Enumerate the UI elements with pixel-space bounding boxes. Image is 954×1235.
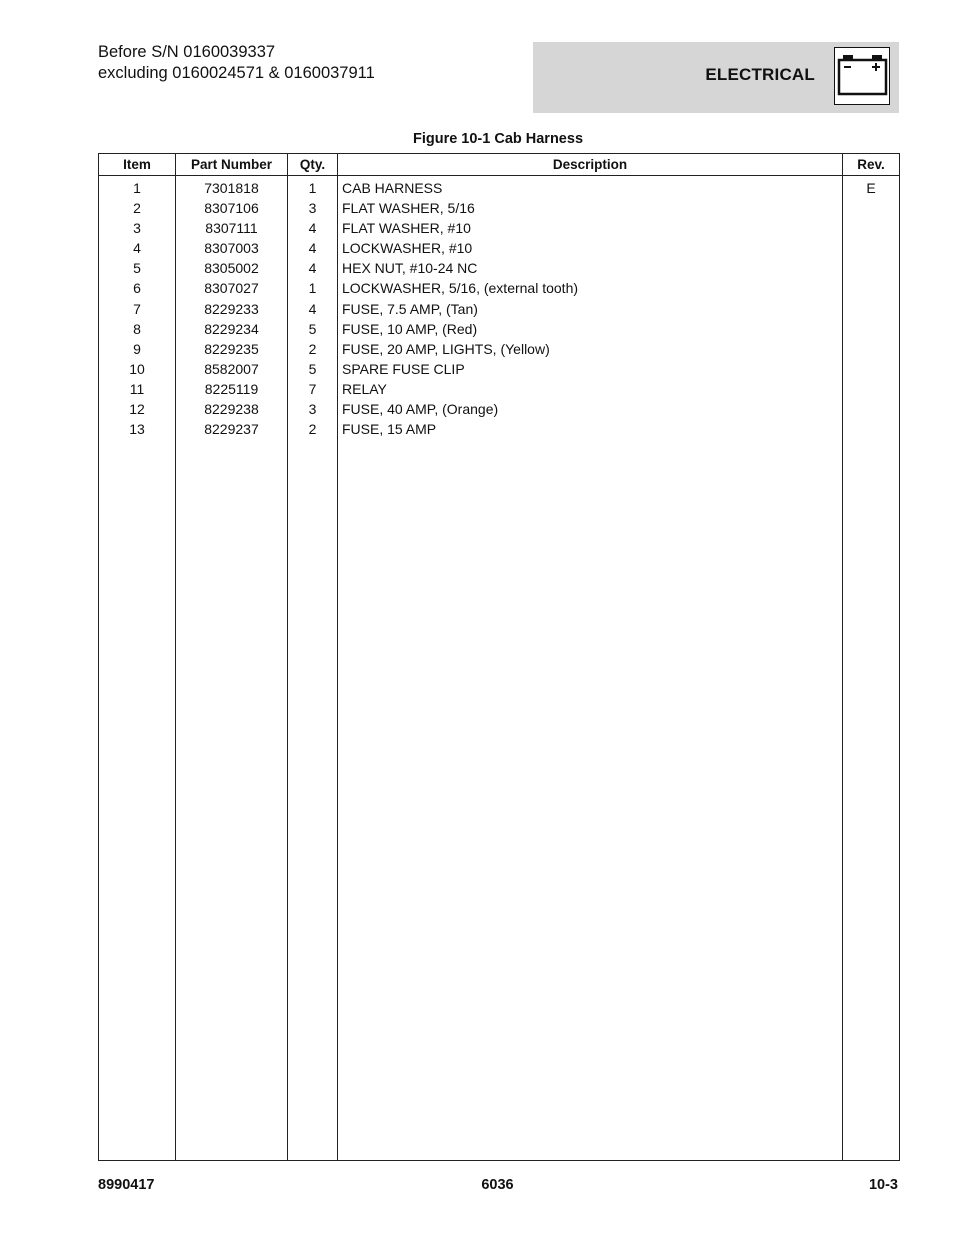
footer-model: 6036 bbox=[481, 1177, 514, 1193]
empty-cell bbox=[176, 439, 288, 1160]
table-row bbox=[99, 339, 900, 359]
part-number-cell: 8582007 bbox=[176, 359, 288, 379]
qty-cell: 3 bbox=[288, 198, 338, 218]
item-cell: 2 bbox=[99, 198, 176, 218]
part-number-cell: 8307003 bbox=[176, 238, 288, 258]
description-cell: FLAT WASHER, #10 bbox=[338, 218, 843, 238]
qty-cell: 4 bbox=[288, 299, 338, 319]
item-cell: 8 bbox=[99, 319, 176, 339]
rev-cell bbox=[843, 278, 900, 298]
part-number-cell: 8307027 bbox=[176, 278, 288, 298]
description-cell: SPARE FUSE CLIP bbox=[338, 359, 843, 379]
qty-cell: 3 bbox=[288, 399, 338, 419]
item-cell: 6 bbox=[99, 278, 176, 298]
table-row bbox=[99, 278, 900, 298]
table-row bbox=[99, 359, 900, 379]
qty-cell: 2 bbox=[288, 419, 338, 439]
description-cell: RELAY bbox=[338, 379, 843, 399]
description-cell: FUSE, 10 AMP, (Red) bbox=[338, 319, 843, 339]
description-cell: FUSE, 7.5 AMP, (Tan) bbox=[338, 299, 843, 319]
column-header-qty: Qty. bbox=[288, 154, 338, 176]
column-header-rev: Rev. bbox=[843, 154, 900, 176]
part-number-cell: 8307106 bbox=[176, 198, 288, 218]
figure-title: Figure 10-1 Cab Harness bbox=[412, 131, 584, 147]
description-cell: LOCKWASHER, #10 bbox=[338, 238, 843, 258]
section-title: ELECTRICAL bbox=[705, 65, 815, 84]
item-cell: 12 bbox=[99, 399, 176, 419]
battery-icon bbox=[834, 47, 890, 105]
table-row bbox=[99, 258, 900, 278]
qty-cell: 4 bbox=[288, 258, 338, 278]
part-number-cell: 8307111 bbox=[176, 218, 288, 238]
rev-cell bbox=[843, 419, 900, 439]
qty-cell: 4 bbox=[288, 218, 338, 238]
qty-cell: 2 bbox=[288, 339, 338, 359]
qty-cell: 1 bbox=[288, 278, 338, 298]
qty-cell: 1 bbox=[288, 176, 338, 199]
qty-cell: 5 bbox=[288, 319, 338, 339]
empty-cell bbox=[288, 439, 338, 1160]
part-number-cell: 8229235 bbox=[176, 339, 288, 359]
description-cell: CAB HARNESS bbox=[338, 176, 843, 199]
part-number-cell: 8305002 bbox=[176, 258, 288, 278]
qty-cell: 7 bbox=[288, 379, 338, 399]
empty-cell bbox=[99, 439, 176, 1160]
item-cell: 1 bbox=[99, 176, 176, 199]
table-row bbox=[99, 299, 900, 319]
item-cell: 5 bbox=[99, 258, 176, 278]
part-number-cell: 8229238 bbox=[176, 399, 288, 419]
rev-cell bbox=[843, 258, 900, 278]
table-header-row bbox=[99, 154, 900, 176]
empty-cell bbox=[843, 439, 900, 1160]
item-cell: 3 bbox=[99, 218, 176, 238]
table-row bbox=[99, 419, 900, 439]
qty-cell: 5 bbox=[288, 359, 338, 379]
part-number-cell: 8229237 bbox=[176, 419, 288, 439]
serial-number-note bbox=[98, 42, 375, 84]
parts-table bbox=[98, 153, 900, 1161]
table-row bbox=[99, 238, 900, 258]
part-number-cell: 7301818 bbox=[176, 176, 288, 199]
footer-page-number: 10-3 bbox=[868, 1177, 898, 1193]
rev-cell: E bbox=[843, 176, 900, 199]
column-header-part-number: Part Number bbox=[176, 154, 288, 176]
qty-cell: 4 bbox=[288, 238, 338, 258]
section-header bbox=[533, 42, 899, 113]
table-filler-row bbox=[99, 439, 900, 1160]
table-row bbox=[99, 319, 900, 339]
table-row bbox=[99, 379, 900, 399]
column-header-description: Description bbox=[338, 154, 843, 176]
rev-cell bbox=[843, 299, 900, 319]
item-cell: 9 bbox=[99, 339, 176, 359]
parts-table-body bbox=[99, 176, 900, 1161]
item-cell: 13 bbox=[99, 419, 176, 439]
rev-cell bbox=[843, 218, 900, 238]
rev-cell bbox=[843, 359, 900, 379]
table-row bbox=[99, 176, 900, 199]
rev-cell bbox=[843, 399, 900, 419]
rev-cell bbox=[843, 238, 900, 258]
column-header-item: Item bbox=[99, 154, 176, 176]
item-cell: 4 bbox=[99, 238, 176, 258]
item-cell: 10 bbox=[99, 359, 176, 379]
table-row bbox=[99, 218, 900, 238]
part-number-cell: 8229233 bbox=[176, 299, 288, 319]
footer-manual-number: 8990417 bbox=[98, 1177, 155, 1193]
part-number-cell: 8225119 bbox=[176, 379, 288, 399]
description-cell: LOCKWASHER, 5/16, (external tooth) bbox=[338, 278, 843, 298]
rev-cell bbox=[843, 198, 900, 218]
description-cell: HEX NUT, #10-24 NC bbox=[338, 258, 843, 278]
table-row bbox=[99, 399, 900, 419]
serial-line-2: excluding 0160024571 & 0160037911 bbox=[98, 64, 375, 82]
part-number-cell: 8229234 bbox=[176, 319, 288, 339]
description-cell: FUSE, 20 AMP, LIGHTS, (Yellow) bbox=[338, 339, 843, 359]
rev-cell bbox=[843, 319, 900, 339]
item-cell: 11 bbox=[99, 379, 176, 399]
description-cell: FUSE, 40 AMP, (Orange) bbox=[338, 399, 843, 419]
item-cell: 7 bbox=[99, 299, 176, 319]
serial-line-1: Before S/N 0160039337 bbox=[98, 43, 276, 61]
description-cell: FUSE, 15 AMP bbox=[338, 419, 843, 439]
description-cell: FLAT WASHER, 5/16 bbox=[338, 198, 843, 218]
empty-cell bbox=[338, 439, 843, 1160]
rev-cell bbox=[843, 339, 900, 359]
rev-cell bbox=[843, 379, 900, 399]
table-row bbox=[99, 198, 900, 218]
